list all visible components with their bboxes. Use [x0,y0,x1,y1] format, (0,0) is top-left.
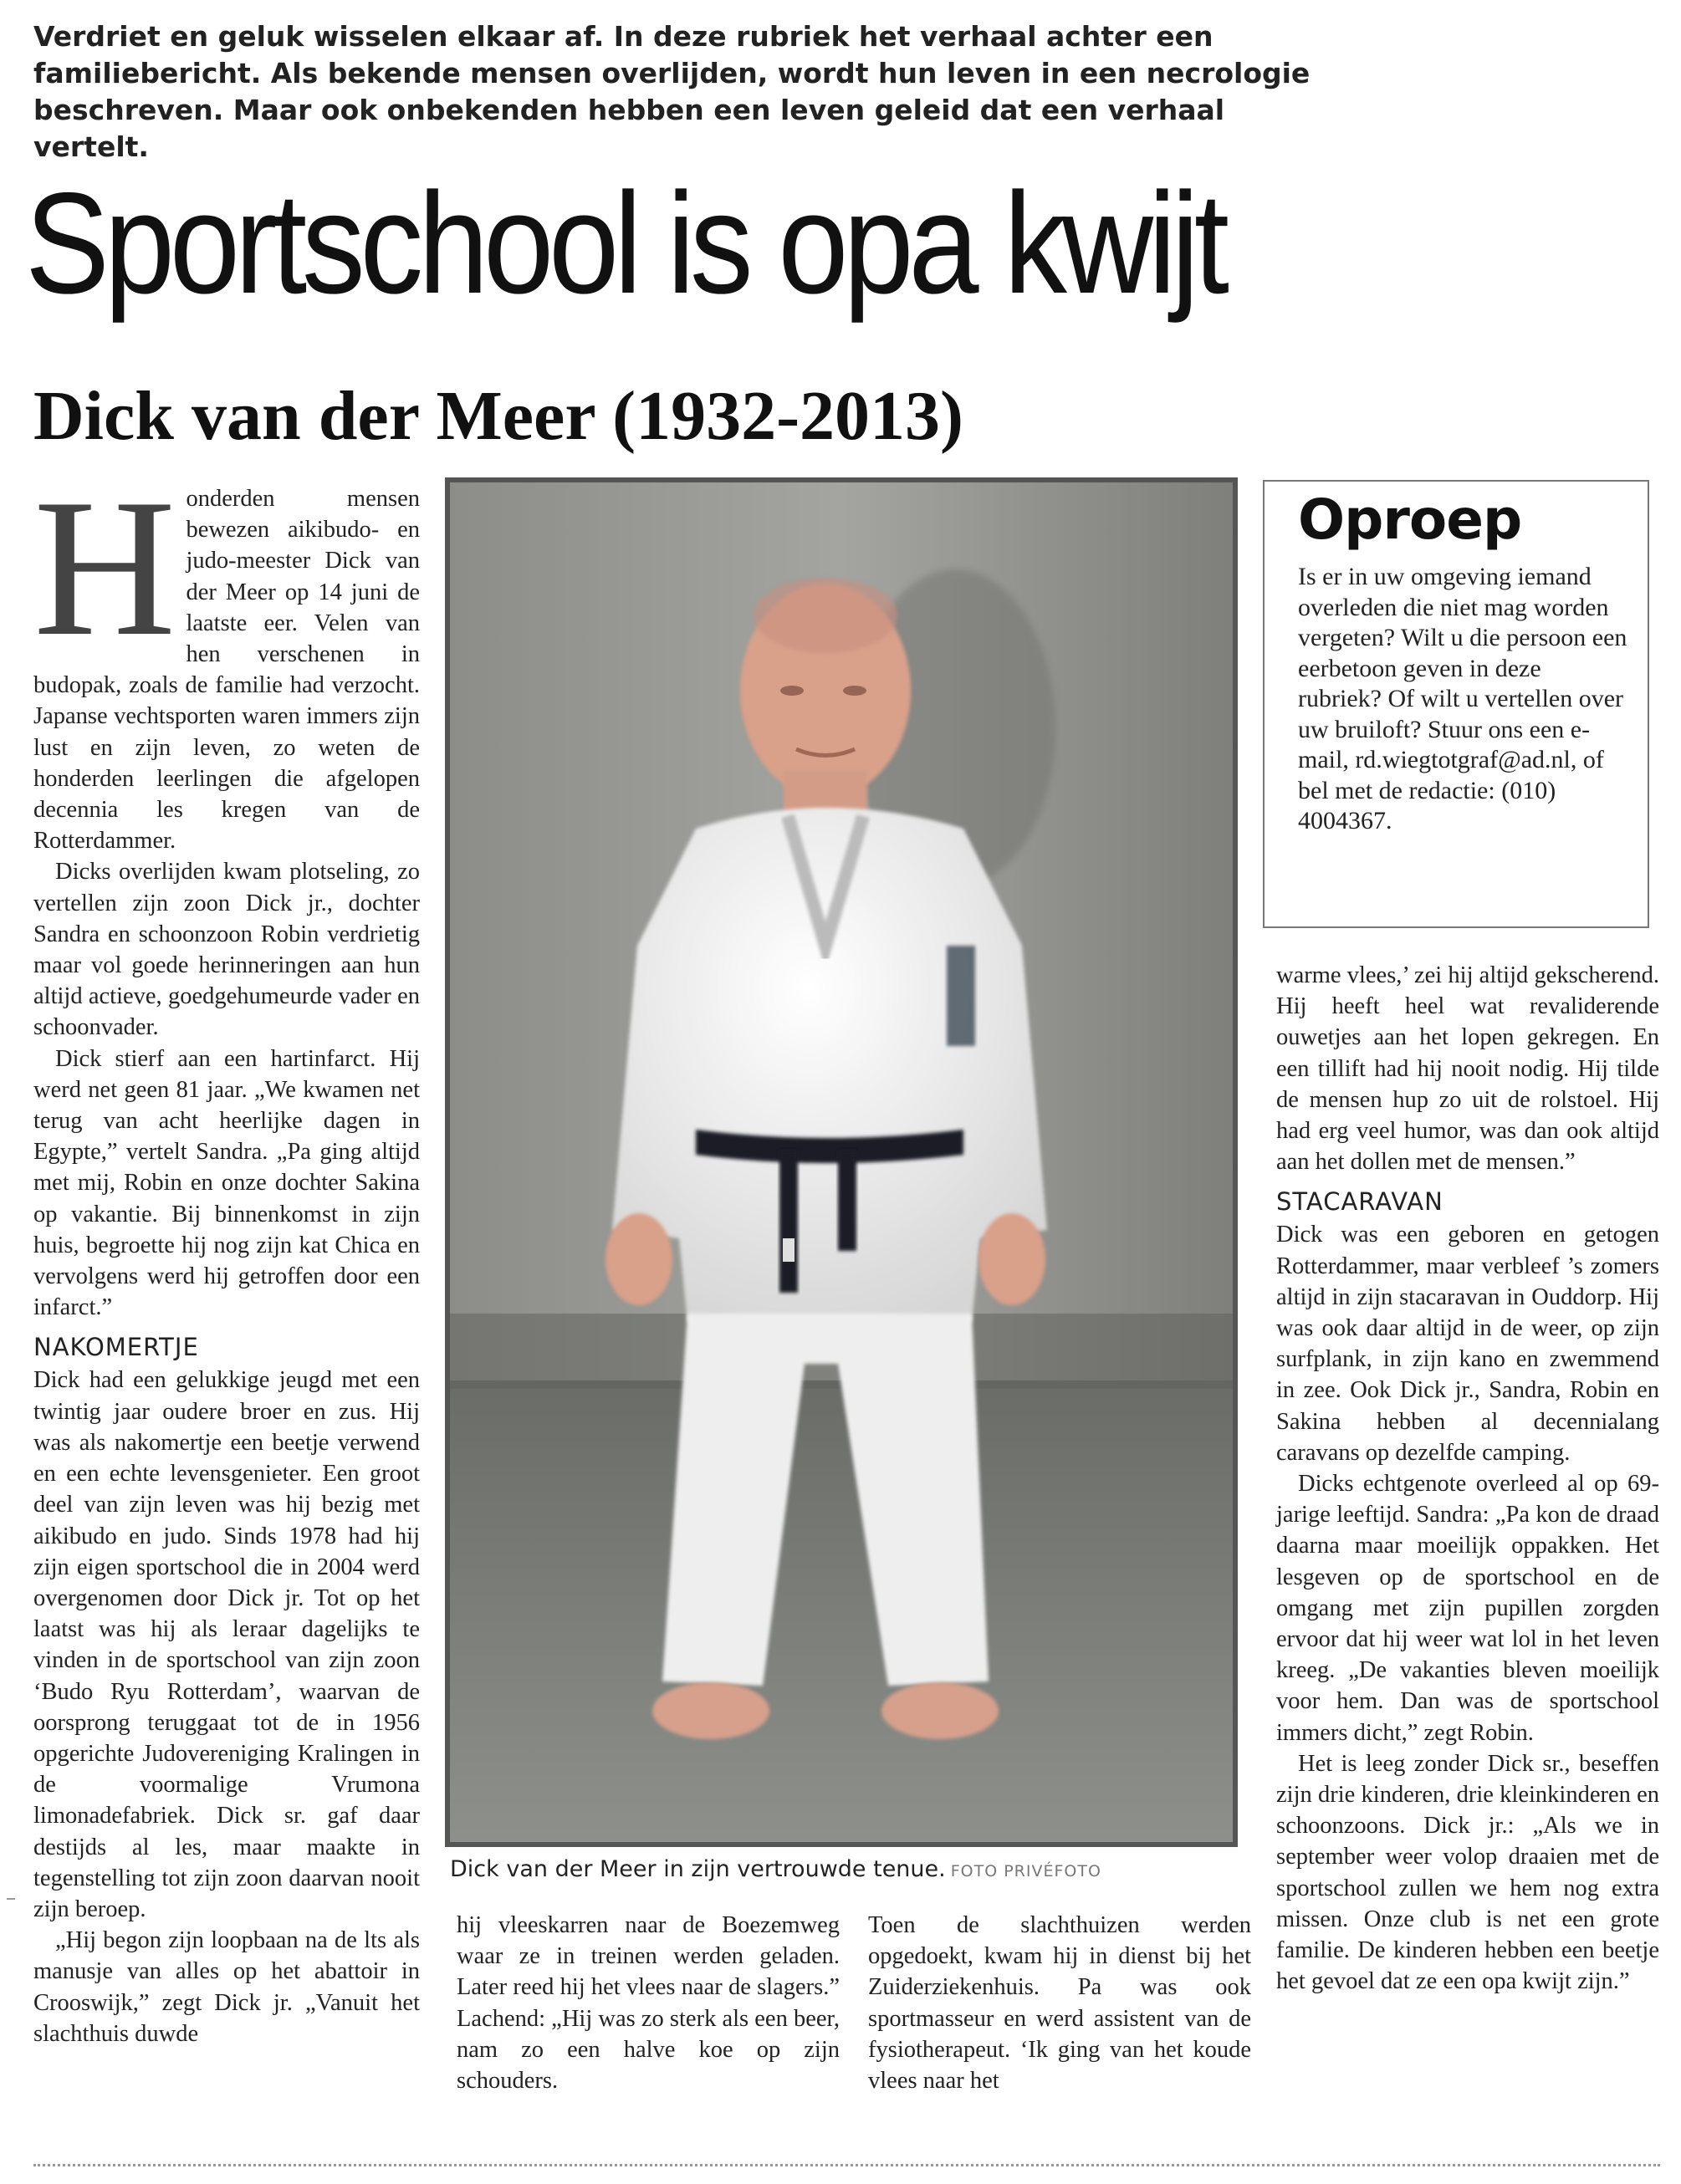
article-paragraph: hij vleeskarren naar de Boezemweg waar ze in treinen werden geladen. Later reed hij het vlees naar de slagers.” Lachend: „Hij was zo sterk als een beer, nam zo een halve koe op zijn schouders. [457,1912,840,2095]
caption-text: Dick van der Meer in zijn vertrouwde tenue. [450,1856,946,1882]
article-paragraph: Het is leeg zonder Dick sr., beseffen zijn drie kinderen, drie kleinkinderen en schoonzoons. Dick jr.: „Als we in september weer volop draaien met de sportschool zullen we hem nog extra missen. Onze club is net een grote familie. De kinderen hebben een beetje het gevoel dat ze een opa kwijt zijn.” [1276,1750,1659,1995]
article-paragraph: „Hij begon zijn loopbaan na de lts als manusje van alles op het abattoir in Crooswijk,” zegt Dick jr. „Vanuit het slachthuis duwde [33,1927,420,2047]
oproep-box [1263,480,1649,928]
section-heading: NAKOMERTJE [33,1333,199,1362]
oproep-body: Is er in uw omgeving iemand overleden die niet mag worden vergeten? Wilt u die persoon een eerbetoon geven in deze rubriek? Of wilt u vertellen over uw bruiloft? Stuur ons een e-mail, rd.wiegtotgraf@ad.nl, of bel met de redactie: (010) 4004367. [1298,563,1627,834]
article-column-1 [33,459,420,2049]
article-paragraph: Dicks echtgenote overleed al op 69-jarige leeftijd. Sandra: „Pa kon de draad daarna maar moeilijk oppakken. Het lesgeven op de sportschool en de omgang met zijn pupillen zorgden ervoor dat hij weer wat lol in het leven kreeg. „De vakanties bleven moeilijk voor hem. Dan was de sportschool immers dicht,” zegt Robin. [1276,1471,1659,1746]
article-paragraph: Toen de slachthuizen werden opgedoekt, kwam hij in dienst bij het Zuiderziekenhuis. Pa was ook sportmasseur en werd assistent van de fysiotherapeut. ‘Ik ging van het koude vlees naar het [868,1912,1251,2095]
article-photo [445,477,1238,1847]
article-paragraph: Dicks overlijden kwam plotseling, zo vertellen zijn zoon Dick jr., dochter Sandra en schoonzoon Robin verdrietig maar vol goede herinneringen aan hun altijd actieve, goedgehumeurde vader en schoonvader. [33,859,420,1041]
headline: Sportschool is opa kwijt [25,163,1224,324]
article-column-4 [1276,960,1659,1998]
article-column-3 [868,1910,1251,2096]
subheadline: Dick van der Meer (1932-2013) [33,377,964,455]
oproep-title: Oproep [1298,487,1522,552]
photo-credit: FOTO PRIVÉFOTO [950,1862,1101,1880]
article-paragraph: Dick was een geboren en getogen Rotterdammer, maar verbleef ’s zomers altijd in zijn stacaravan in Ouddorp. Hij was ook daar altijd in de weer, op zijn surfplank, in zijn kano en zwemmend in zee. Ook Dick jr., Sandra, Robin en Sakina hebben al decennialang caravans op dezelfde camping. [1276,1222,1659,1466]
margin-mark [7,1898,15,1900]
article-paragraph: onderden mensen bewezen aikibudo- en judo-meester Dick van der Meer op 14 juni de laatste eer. Velen van hen verschenen in budopak, zoals de familie had verzocht. Japanse vechtsporten waren immers zijn lust en zijn leven, zo weten de honderden leerlingen die afgelopen decennia les kregen van de Rotterdammer. [33,486,420,855]
article-paragraph: warme vlees,’ zei hij altijd gekscherend. Hij heeft heel wat revaliderende ouwetjes aan het lopen gekregen. En een tillift had hij nooit nodig. Hij tilde de mensen hup zo uit de rolstoel. Hij had erg veel humor, was dan ook altijd aan het dollen met de mensen.” [1276,962,1659,1176]
article-column-2 [457,1910,840,2096]
article-paragraph: Dick stierf aan een hartinfarct. Hij werd net geen 81 jaar. „We kwamen net terug van acht heerlijke dagen in Egypte,” vertelt Sandra. „Pa ging altijd met mij, Robin en onze dochter Sakina op vakantie. Bij binnenkomst in zijn huis, begroette hij nog zijn kat Chica en vervolgens werd hij getroffen door een infarct.” [33,1045,420,1321]
rubric-intro: Verdriet en geluk wisselen elkaar af. In deze rubriek het verhaal achter een familiebericht. Als bekende mensen overlijden, wordt hun leven in een necrologie beschreven. Maar ook onbekenden hebben een leven geleid dat een verhaal vertelt. [33,20,1311,163]
photo-caption [450,1856,1101,1882]
drop-cap: H [33,459,176,677]
article-paragraph: Dick had een gelukkige jeugd met een twintig jaar oudere broer en zus. Hij was als nakomertje een beetje verwend en een echte levensgenieter. Een groot deel van zijn leven was hij bezig met aikibudo en judo. Sinds 1978 had hij zijn eigen sportschool die in 2004 werd overgenomen door Dick jr. Tot op het laatst was hij als leraar dagelijks te vinden in de sportschool van zijn zoon ‘Budo Ryu Rotterdam’, waarvan de oorsprong teruggaat tot de in 1956 opgerichte Judovereniging Kralingen in de voormalige Vrumona limonadefabriek. Dick sr. gaf daar destijds al les, maar maakte in tegenstelling tot zijn zoon daarvan nooit zijn beroep. [33,1367,420,1922]
section-heading: STACARAVAN [1276,1187,1443,1217]
footer-divider [33,2164,1660,2166]
